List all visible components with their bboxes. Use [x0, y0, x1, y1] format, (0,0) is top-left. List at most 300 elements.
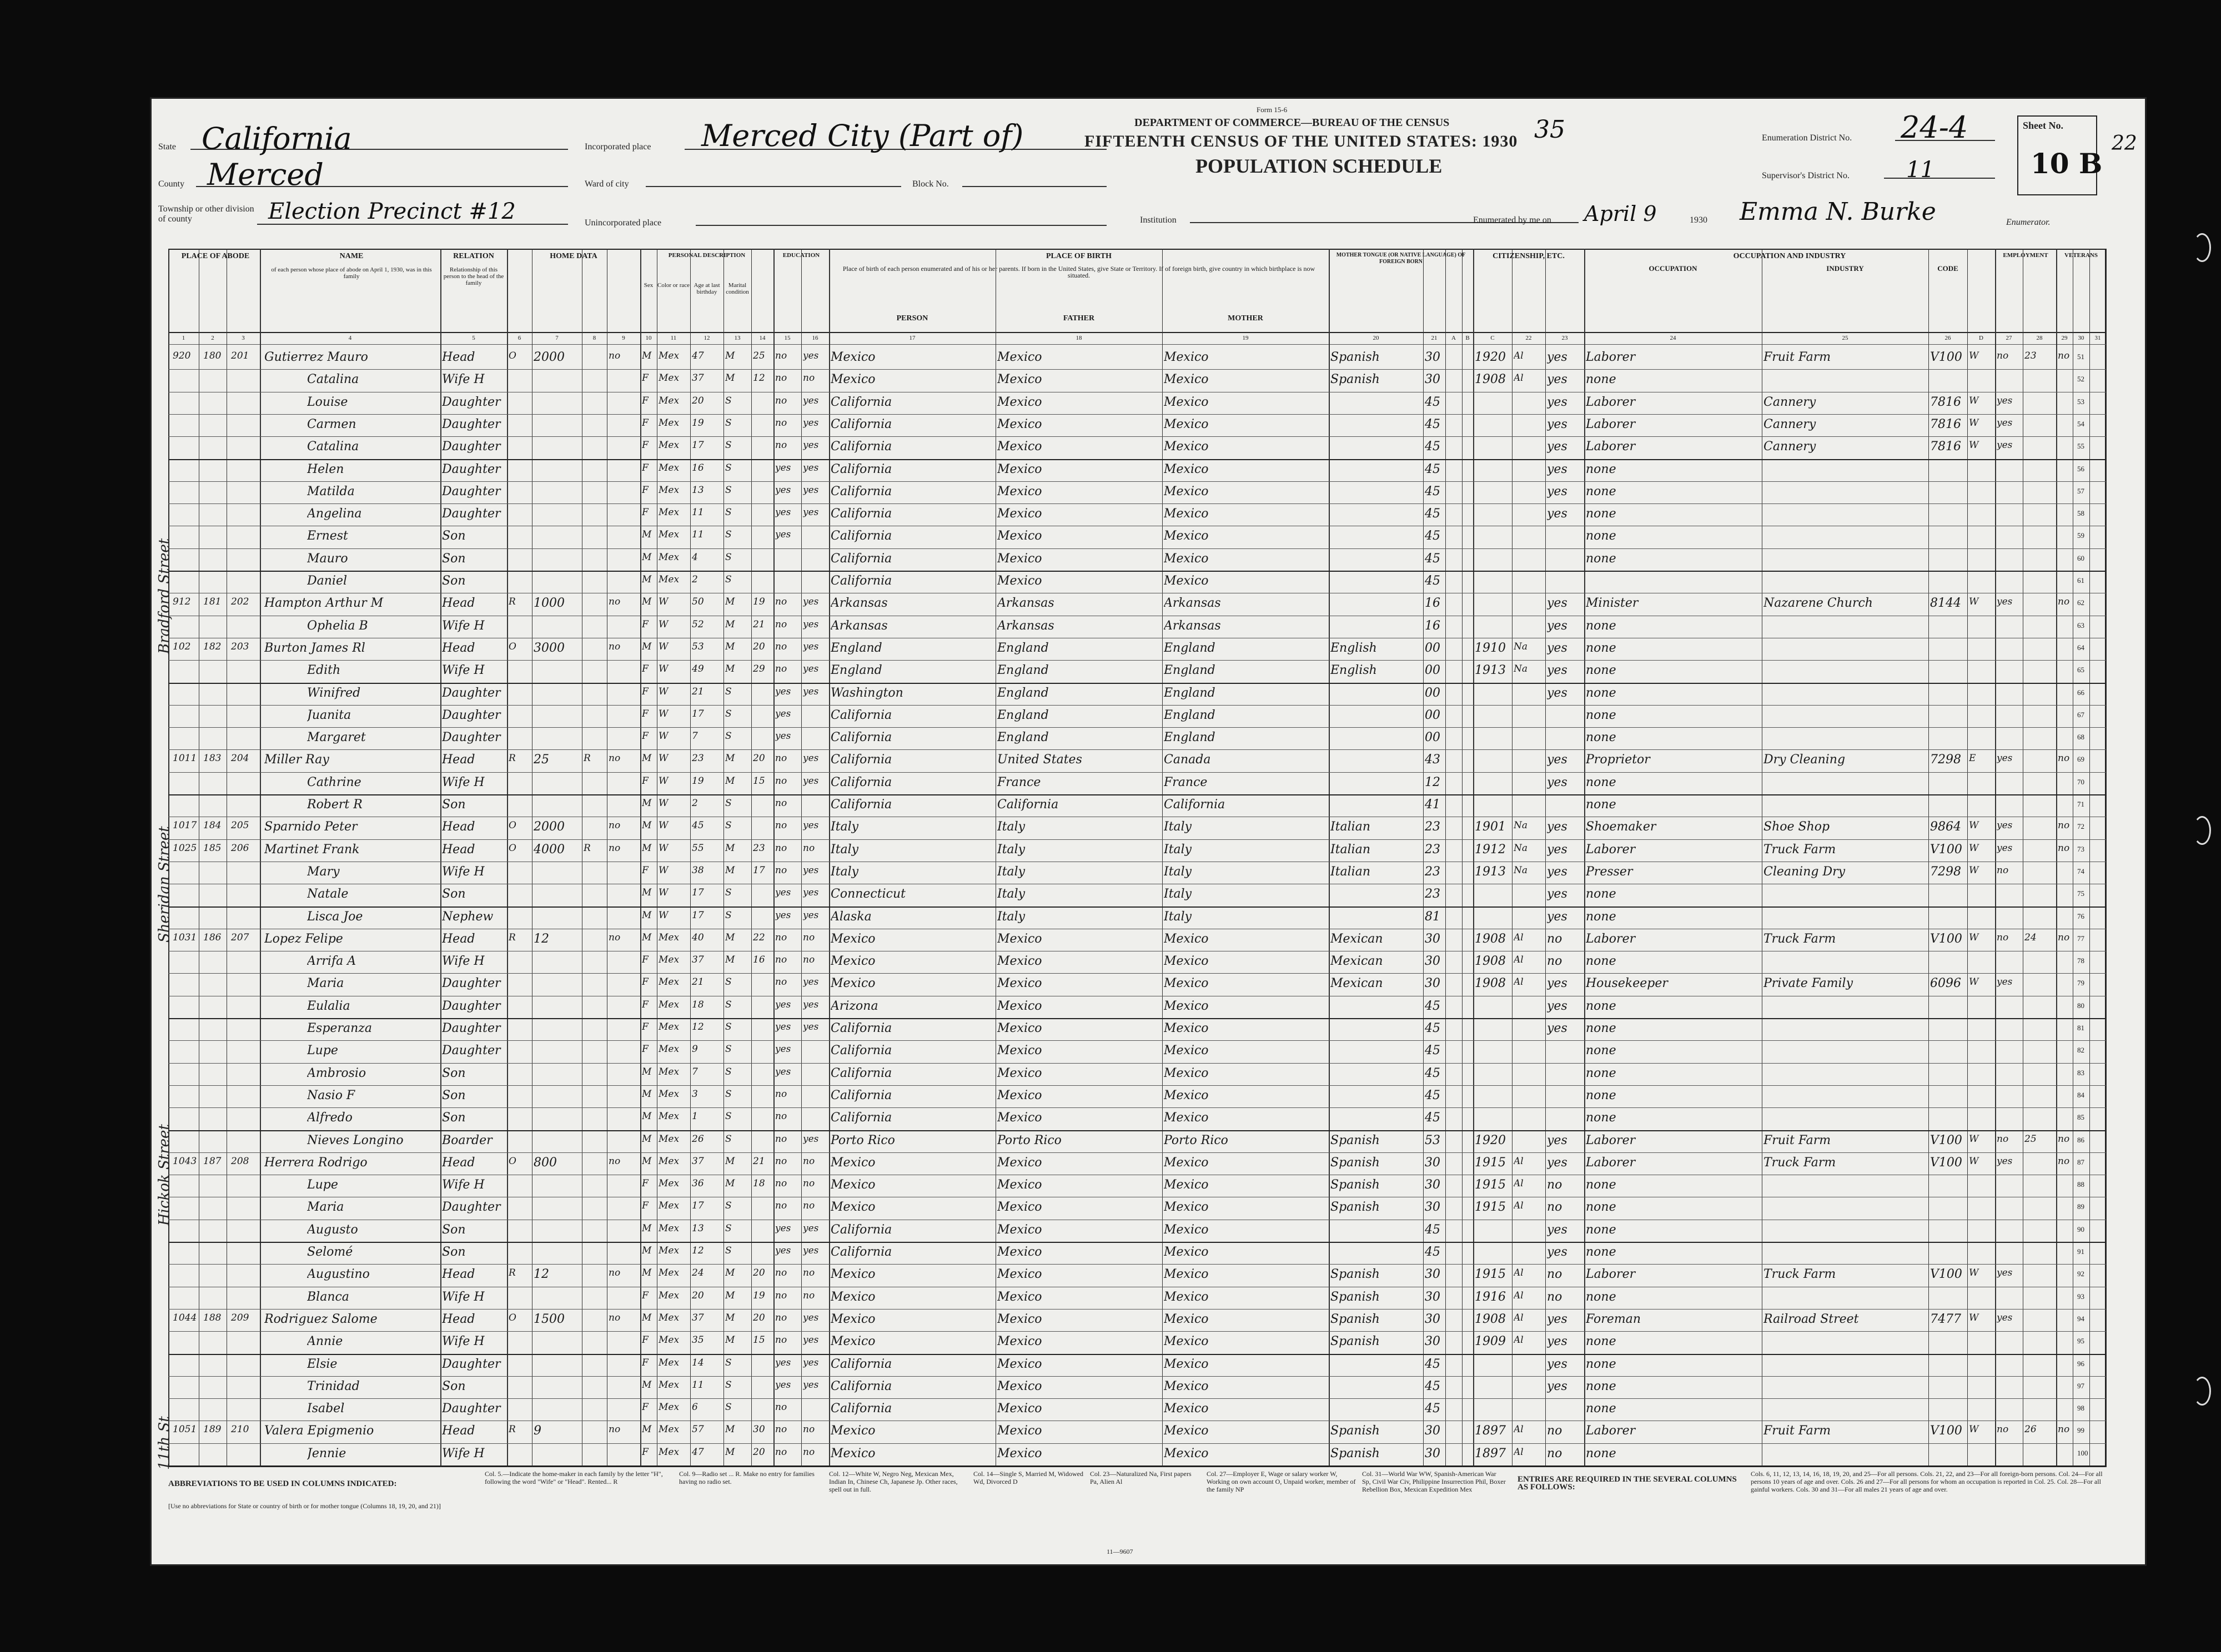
cell-imm: 1915 — [1475, 1178, 1506, 1192]
cell-sex: M — [642, 842, 652, 854]
state-value: California — [202, 121, 352, 156]
cell-code: 30 — [1425, 1155, 1440, 1170]
cell-age: 47 — [692, 1446, 704, 1458]
cell-age: 26 — [692, 1133, 704, 1145]
cell-mar: M — [725, 931, 735, 943]
cell-rel: Daughter — [442, 484, 501, 498]
cell-race: Mex — [659, 1357, 680, 1368]
cell-ocode: 7816 — [1930, 395, 1961, 409]
cell-race: W — [659, 887, 669, 899]
cell-rel: Head — [442, 820, 475, 834]
cell-nat: Al — [1514, 350, 1524, 361]
cell-mar: M — [725, 1178, 735, 1190]
cell-imm: 1908 — [1475, 976, 1506, 991]
cell-fpob: Mexico — [997, 931, 1042, 946]
cell-sch: no — [775, 641, 787, 652]
street-hickok: Hickok Street — [156, 1124, 173, 1226]
cell-val: 1500 — [534, 1312, 565, 1326]
cell-mar: S — [725, 395, 732, 406]
cell-rel: Daughter — [442, 417, 501, 431]
cell-farm: no — [609, 842, 621, 854]
table-row — [168, 839, 2106, 862]
cell-race: Mex — [659, 1222, 680, 1234]
cell-sch: yes — [775, 1044, 791, 1055]
cell-nat: Al — [1514, 931, 1524, 943]
table-row — [168, 1040, 2106, 1062]
cell-code: 45 — [1425, 1066, 1440, 1080]
cell-fpob: Arkansas — [997, 618, 1054, 633]
cell-eng: no — [1547, 1446, 1562, 1460]
cell-code: 45 — [1425, 574, 1440, 588]
cell-tongue: Mexican — [1330, 954, 1383, 969]
cell-mpob: Mexico — [1164, 462, 1209, 476]
cell-sch: no — [775, 842, 787, 854]
cell-sch: yes — [775, 1357, 791, 1368]
cell-sex: F — [642, 1290, 649, 1301]
cell-race: Mex — [659, 954, 680, 966]
cell-read: yes — [803, 1357, 819, 1368]
cell-mar: S — [725, 462, 732, 474]
cell-eng: yes — [1547, 618, 1567, 633]
cell-name: Maria — [307, 976, 344, 991]
cell-age: 38 — [692, 864, 704, 876]
cell-mar: S — [725, 484, 732, 496]
cell-mpob: Mexico — [1164, 1044, 1209, 1058]
cell-code: 00 — [1425, 641, 1440, 655]
cell-mar: S — [725, 1200, 732, 1212]
cell-ocode: 7816 — [1930, 417, 1961, 431]
cell-tongue: Spanish — [1330, 1334, 1380, 1349]
unincorporated-label: Unincorporated place — [585, 218, 662, 228]
cell-age: 18 — [692, 999, 704, 1010]
cell-fm: 204 — [231, 753, 249, 764]
group-relation: RELATION — [453, 252, 494, 260]
cell-val: 25 — [534, 753, 549, 767]
cell-st: 912 — [173, 596, 191, 608]
cell-name: Juanita — [307, 708, 351, 722]
cell-eng: yes — [1547, 1379, 1567, 1393]
line-number: 65 — [2077, 666, 2084, 674]
cell-race: Mex — [659, 417, 680, 429]
cell-st: 1017 — [173, 820, 197, 832]
cell-read: yes — [803, 1312, 819, 1323]
cell-rel: Head — [442, 641, 475, 655]
cell-fpob: Mexico — [997, 529, 1042, 543]
cell-age: 6 — [692, 1402, 698, 1413]
cell-sex: F — [642, 440, 649, 451]
column-number: 27 — [2006, 335, 2012, 341]
cell-nat: Al — [1514, 1312, 1524, 1323]
cell-eng: yes — [1547, 1222, 1567, 1237]
cell-age: 35 — [692, 1334, 704, 1346]
cell-code: 45 — [1425, 417, 1440, 431]
cell-occ: none — [1586, 731, 1616, 745]
cell-ocode: 9864 — [1930, 820, 1961, 834]
cell-name: Eulalia — [307, 999, 350, 1013]
cell-code: 45 — [1425, 529, 1440, 543]
cell-ocode: 8144 — [1930, 596, 1961, 611]
cell-pob: Arizona — [831, 999, 878, 1013]
cell-dw: 181 — [203, 596, 222, 608]
cell-occ: none — [1586, 372, 1616, 387]
street-sheridan: Sheridan Street — [156, 826, 173, 943]
table-row — [168, 526, 2106, 548]
cell-cls: E — [1969, 753, 1976, 764]
cell-tongue: Spanish — [1330, 1178, 1380, 1192]
cell-age: 49 — [692, 663, 704, 675]
column-number: 14 — [759, 335, 766, 341]
cell-occ: Proprietor — [1586, 753, 1650, 767]
enumerator-label: Enumerator. — [2006, 218, 2051, 227]
cell-pob: Arkansas — [831, 618, 888, 633]
cell-emp: yes — [1997, 1267, 2013, 1279]
cell-ageM: 20 — [753, 753, 765, 764]
form-number: Form 15-6 — [1257, 105, 1288, 114]
column-number: 5 — [472, 335, 475, 341]
cell-dw: 187 — [203, 1155, 222, 1167]
cell-pob: California — [831, 507, 892, 521]
cell-mar: M — [725, 372, 735, 384]
cell-ageM: 15 — [753, 1334, 765, 1346]
cell-pob: Alaska — [831, 909, 872, 924]
cell-occ: none — [1586, 1402, 1616, 1416]
column-number: 4 — [348, 335, 352, 341]
cell-age: 37 — [692, 1155, 704, 1167]
cell-read: yes — [803, 909, 819, 921]
cell-emp: yes — [1997, 417, 2013, 429]
line-number: 91 — [2077, 1247, 2084, 1256]
cell-pob: Mexico — [831, 1155, 876, 1170]
cell-emp: yes — [1997, 1155, 2013, 1167]
cell-tongue: Spanish — [1330, 350, 1380, 364]
column-number: C — [1490, 335, 1495, 341]
cell-sch: no — [775, 1133, 787, 1145]
cell-pob: Italy — [831, 820, 859, 834]
cell-mpob: California — [1164, 798, 1225, 812]
cell-mar: S — [725, 909, 732, 921]
cell-nat: Na — [1514, 663, 1528, 675]
cell-occ: none — [1586, 999, 1616, 1013]
cell-occ: none — [1586, 484, 1616, 498]
column-number: 24 — [1670, 335, 1676, 341]
cell-age: 19 — [692, 775, 704, 787]
enumeration-year: 1930 — [1690, 215, 1707, 225]
cell-eng: yes — [1547, 909, 1567, 924]
col-father: FATHER — [1063, 315, 1095, 322]
cell-rel: Head — [442, 350, 475, 364]
cell-tongue: Spanish — [1330, 1312, 1380, 1326]
cell-code: 30 — [1425, 1178, 1440, 1192]
line-number: 67 — [2077, 710, 2084, 719]
cell-sch: no — [775, 440, 787, 451]
cell-mpob: Mexico — [1164, 1021, 1209, 1035]
cell-name: Jennie — [307, 1446, 346, 1460]
cell-race: Mex — [659, 1402, 680, 1413]
cell-sex: F — [642, 618, 649, 630]
cell-ind: Fruit Farm — [1763, 1424, 1831, 1438]
cell-name: Matilda — [307, 484, 355, 498]
cell-pob: Mexico — [831, 1178, 876, 1192]
cell-mar: S — [725, 1044, 732, 1055]
cell-cls: W — [1969, 842, 1979, 854]
group-home-data: HOME DATA — [550, 252, 597, 260]
line-number: 87 — [2077, 1157, 2084, 1166]
cell-sex: M — [642, 1312, 652, 1323]
cell-sch: no — [775, 1402, 787, 1413]
cell-race: Mex — [659, 1044, 680, 1055]
cell-name: Elsie — [307, 1357, 338, 1371]
cell-rel: Wife H — [442, 1334, 485, 1349]
cell-code: 45 — [1425, 1245, 1440, 1259]
line-number: 76 — [2077, 911, 2084, 920]
cell-sch: no — [775, 1178, 787, 1190]
cell-own: O — [509, 842, 516, 854]
cell-nat: Na — [1514, 641, 1528, 652]
cell-eng: yes — [1547, 887, 1567, 901]
cell-ageM: 23 — [753, 842, 765, 854]
line-number: 81 — [2077, 1024, 2084, 1032]
cell-pob: California — [831, 1088, 892, 1102]
cell-rel: Wife H — [442, 372, 485, 387]
population-table — [168, 249, 2106, 1467]
cell-mpob: Mexico — [1164, 529, 1209, 543]
column-number: 15 — [784, 335, 791, 341]
cell-mpob: Mexico — [1164, 1334, 1209, 1349]
line-number: 88 — [2077, 1180, 2084, 1189]
line-number: 86 — [2077, 1135, 2084, 1144]
sheet-label: Sheet No. — [2023, 120, 2063, 131]
cell-ocode: V100 — [1930, 1424, 1962, 1438]
table-row — [168, 1421, 2106, 1443]
cell-race: Mex — [659, 1446, 680, 1458]
cell-pob: California — [831, 1066, 892, 1080]
cell-read: no — [803, 1200, 815, 1212]
cell-pob: Mexico — [831, 1290, 876, 1304]
cell-dw: 180 — [203, 350, 222, 361]
line-number: 99 — [2077, 1426, 2084, 1435]
cell-rel: Wife H — [442, 1290, 485, 1304]
table-row — [168, 817, 2106, 839]
cell-name: Selomé — [307, 1245, 353, 1259]
cell-sex: F — [642, 976, 649, 988]
cell-occ: Laborer — [1586, 1133, 1636, 1147]
cell-pob: California — [831, 731, 892, 745]
line-number: 75 — [2077, 889, 2084, 898]
township-value: Election Precinct #12 — [268, 199, 516, 224]
line-number: 84 — [2077, 1090, 2084, 1099]
cell-imm: 1920 — [1475, 1133, 1506, 1147]
cell-code: 30 — [1425, 1200, 1440, 1215]
column-number: 21 — [1431, 335, 1438, 341]
cell-occ: none — [1586, 1021, 1616, 1035]
cell-sex: F — [642, 507, 649, 518]
table-row — [168, 571, 2106, 593]
cell-fpob: Italy — [997, 820, 1026, 834]
cell-sex: M — [642, 350, 652, 361]
cell-mpob: Arkansas — [1164, 618, 1221, 633]
cell-eng: yes — [1547, 864, 1567, 879]
table-row — [168, 616, 2106, 638]
street-11th: 11th St — [156, 1416, 173, 1470]
cell-race: W — [659, 686, 669, 697]
cell-mar: S — [725, 1021, 732, 1032]
cell-name: Ambrosio — [307, 1066, 366, 1080]
column-number: 8 — [592, 335, 596, 341]
cell-name: Isabel — [307, 1402, 345, 1416]
cell-pob: California — [831, 753, 892, 767]
cell-mpob: Canada — [1164, 753, 1211, 767]
cell-fpob: Mexico — [997, 574, 1042, 588]
cell-code: 30 — [1425, 1446, 1440, 1460]
cell-fpob: England — [997, 731, 1049, 745]
cell-sch: yes — [775, 999, 791, 1010]
cell-code: 41 — [1425, 798, 1440, 812]
cell-occ: Laborer — [1586, 440, 1636, 454]
cell-dw: 182 — [203, 641, 222, 652]
cell-dw: 183 — [203, 753, 222, 764]
cell-ageM: 12 — [753, 372, 765, 384]
cell-eng: no — [1547, 954, 1562, 969]
cell-rel: Daughter — [442, 1402, 501, 1416]
cell-rel: Son — [442, 1088, 466, 1102]
cell-race: Mex — [659, 1088, 680, 1100]
cell-sch: no — [775, 596, 787, 608]
cell-pob: Italy — [831, 842, 859, 857]
line-number: 80 — [2077, 1001, 2084, 1010]
cell-code: 45 — [1425, 551, 1440, 566]
cell-sex: M — [642, 753, 652, 764]
cell-rel: Son — [442, 1066, 466, 1080]
table-row — [168, 1376, 2106, 1398]
cell-tongue: Spanish — [1330, 1155, 1380, 1170]
cell-ageM: 20 — [753, 1267, 765, 1279]
cell-fpob: California — [997, 798, 1059, 812]
cell-eng: yes — [1547, 842, 1567, 857]
line-number: 64 — [2077, 643, 2084, 652]
cell-mar: S — [725, 1379, 732, 1391]
line-number: 90 — [2077, 1225, 2084, 1233]
cell-sch: no — [775, 618, 787, 630]
cell-rel: Head — [442, 931, 475, 946]
county-value: Merced — [207, 157, 324, 192]
line-number: 71 — [2077, 800, 2084, 808]
cell-age: 12 — [692, 1021, 704, 1032]
cell-rel: Wife H — [442, 663, 485, 678]
cell-mpob: Mexico — [1164, 507, 1209, 521]
cell-mar: M — [725, 864, 735, 876]
cell-mpob: Mexico — [1164, 1267, 1209, 1282]
column-number: 26 — [1944, 335, 1951, 341]
cell-rel: Son — [442, 1245, 466, 1259]
cell-val: 2000 — [534, 820, 565, 834]
cell-race: Mex — [659, 440, 680, 451]
cell-race: W — [659, 753, 669, 764]
cell-name: Natale — [307, 887, 349, 901]
cell-eng: yes — [1547, 1245, 1567, 1259]
cell-ageM: 17 — [753, 864, 765, 876]
cell-pob: California — [831, 551, 892, 566]
table-row — [168, 705, 2106, 727]
cell-ind: Fruit Farm — [1763, 1133, 1831, 1147]
cell-own: R — [509, 1424, 516, 1436]
cell-age: 21 — [692, 686, 704, 697]
line-number: 66 — [2077, 688, 2084, 697]
cell-fpob: Mexico — [997, 1044, 1042, 1058]
table-row — [168, 1309, 2106, 1331]
cell-eng: yes — [1547, 999, 1567, 1013]
cell-mar: S — [725, 1133, 732, 1145]
cell-sex: F — [642, 372, 649, 384]
cell-emp: yes — [1997, 753, 2013, 764]
cell-tongue: Spanish — [1330, 1200, 1380, 1215]
cell-ageM: 19 — [753, 596, 765, 608]
cell-age: 2 — [692, 798, 698, 809]
cell-race: W — [659, 864, 669, 876]
cell-mpob: England — [1164, 641, 1215, 655]
cell-read: no — [803, 954, 815, 966]
cell-imm: 1909 — [1475, 1334, 1506, 1349]
cell-race: Mex — [659, 1334, 680, 1346]
cell-mpob: Mexico — [1164, 440, 1209, 454]
table-row — [168, 503, 2106, 526]
cell-farm: no — [609, 1312, 621, 1323]
cell-eng: yes — [1547, 440, 1567, 454]
group-mother-tongue: MOTHER TONGUE (OR NATIVE LANGUAGE) OF FOREIGN BORN — [1336, 252, 1466, 265]
cell-read: yes — [803, 395, 819, 406]
cell-mpob: Mexico — [1164, 1155, 1209, 1170]
cell-sex: F — [642, 686, 649, 697]
cell-eng: yes — [1547, 641, 1567, 655]
cell-occ: Laborer — [1586, 1424, 1636, 1438]
cell-race: Mex — [659, 1424, 680, 1436]
cell-fpob: Mexico — [997, 440, 1042, 454]
col-person: PERSON — [896, 315, 928, 322]
cell-ageM: 19 — [753, 1290, 765, 1301]
cell-vet: no — [2058, 1155, 2070, 1167]
cell-fm: 210 — [231, 1424, 249, 1436]
cell-fpob: Mexico — [997, 1446, 1042, 1460]
cell-mpob: Mexico — [1164, 931, 1209, 946]
cell-emp: yes — [1997, 1312, 2013, 1323]
institution-label: Institution — [1140, 215, 1177, 225]
cell-sch: yes — [775, 1245, 791, 1256]
line-number: 94 — [2077, 1314, 2084, 1323]
cell-race: Mex — [659, 1178, 680, 1190]
cell-eng: yes — [1547, 663, 1567, 678]
table-row — [168, 481, 2106, 503]
cell-pob: Mexico — [831, 350, 876, 364]
cell-fm: 209 — [231, 1312, 249, 1323]
cell-age: 11 — [692, 507, 704, 518]
cell-sex: F — [642, 1402, 649, 1413]
cell-eng: no — [1547, 1178, 1562, 1192]
line-number: 55 — [2077, 442, 2084, 451]
group-place-of-abode: PLACE OF ABODE — [181, 252, 250, 260]
cell-pob: England — [831, 663, 882, 678]
column-number: 3 — [242, 335, 245, 341]
cell-st: 1011 — [173, 753, 197, 764]
cell-race: W — [659, 820, 669, 832]
cell-rel: Head — [442, 842, 475, 857]
cell-pob: California — [831, 1222, 892, 1237]
column-number: 20 — [1373, 335, 1379, 341]
cell-ageM: 16 — [753, 954, 765, 966]
cell-age: 37 — [692, 954, 704, 966]
cell-rel: Son — [442, 1222, 466, 1237]
supervisor-value: 11 — [1906, 157, 1934, 183]
cell-name: Ernest — [307, 529, 348, 543]
cell-fpob: Mexico — [997, 350, 1042, 364]
